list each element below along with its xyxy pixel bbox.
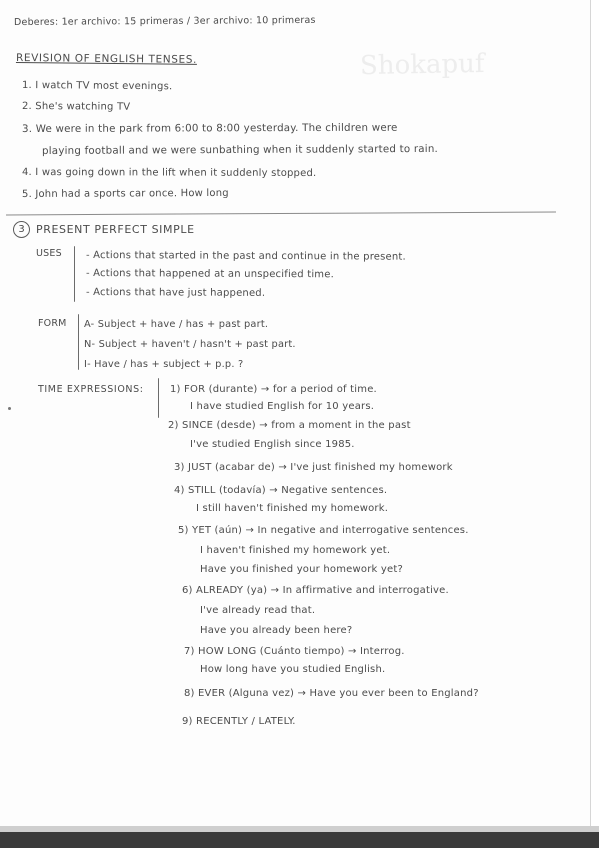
uses-brace xyxy=(74,246,75,302)
revision-item-3-cont: playing football and we were sunbathing when it suddenly started to rain. xyxy=(41,142,439,157)
section-title: PRESENT PERFECT SIMPLE xyxy=(36,223,195,236)
time-expr-still-example: I still haven't finished my homework. xyxy=(196,503,389,514)
use-2: - Actions that happened at an unspecified time. xyxy=(85,268,335,281)
time-expr-yet-example-2: Have you finished your homework yet? xyxy=(200,564,403,575)
time-expr-already: 6) ALREADY (ya) → In affirmative and interrogative. xyxy=(182,585,449,596)
revision-item-5: 5. John had a sports car once. How long xyxy=(21,187,229,200)
time-expr-how-long: 7) HOW LONG (Cuánto tiempo) → Interrog. xyxy=(184,646,405,657)
form-brace xyxy=(78,314,79,370)
revision-title: REVISION OF ENGLISH TENSES. xyxy=(15,52,198,66)
time-expr-already-example-2: Have you already been here? xyxy=(200,625,353,636)
form-affirmative: A- Subject + have / has + past part. xyxy=(84,319,269,330)
time-expr-since: 2) SINCE (desde) → from a moment in the past xyxy=(168,420,411,431)
time-expr-still: 4) STILL (todavía) → Negative sentences. xyxy=(174,485,388,496)
time-expressions-label: TIME EXPRESSIONS: xyxy=(38,384,144,395)
time-expr-ever: 8) EVER (Alguna vez) → Have you ever been to England? xyxy=(184,688,479,699)
margin-mark xyxy=(8,407,11,410)
scan-paper-edge xyxy=(0,826,599,832)
uses-label: USES xyxy=(36,248,62,259)
homework-note: Deberes: 1er archivo: 15 primeras / 3er archivo: 10 primeras xyxy=(13,14,316,28)
time-expr-for: 1) FOR (durante) → for a period of time. xyxy=(170,384,377,395)
scan-bottom-edge xyxy=(0,826,599,848)
time-expr-how-long-example: How long have you studied English. xyxy=(200,664,386,675)
revision-item-3: 3. We were in the park from 6:00 to 8:00 yesterday. The children were xyxy=(21,121,398,135)
time-brace xyxy=(158,378,159,418)
section-number: 3 xyxy=(13,221,30,238)
revision-item-2: 2. She's watching TV xyxy=(21,101,131,113)
section-divider xyxy=(6,212,556,216)
time-expr-for-example: I have studied English for 10 years. xyxy=(190,401,375,412)
use-3: - Actions that have just happened. xyxy=(85,287,266,299)
form-negative: N- Subject + haven't / hasn't + past part. xyxy=(84,339,296,350)
time-expr-already-example-1: I've already read that. xyxy=(200,605,316,616)
form-interrogative: I- Have / has + subject + p.p. ? xyxy=(84,359,244,370)
time-expr-just: 3) JUST (acabar de) → I've just finished my homework xyxy=(174,462,453,473)
revision-item-4: 4. I was going down in the lift when it suddenly stopped. xyxy=(21,167,317,180)
time-expr-recently: 9) RECENTLY / LATELY. xyxy=(182,716,296,727)
time-expr-yet-example-1: I haven't finished my homework yet. xyxy=(200,545,391,556)
revision-item-1: 1. I watch TV most evenings. xyxy=(21,80,173,93)
time-expr-since-example: I've studied English since 1985. xyxy=(190,439,355,450)
show-through-text: Shokapuf xyxy=(359,48,485,82)
time-expr-yet: 5) YET (aún) → In negative and interrogative sentences. xyxy=(178,525,469,536)
form-label: FORM xyxy=(38,318,67,329)
use-1: - Actions that started in the past and continue in the present. xyxy=(85,250,406,263)
